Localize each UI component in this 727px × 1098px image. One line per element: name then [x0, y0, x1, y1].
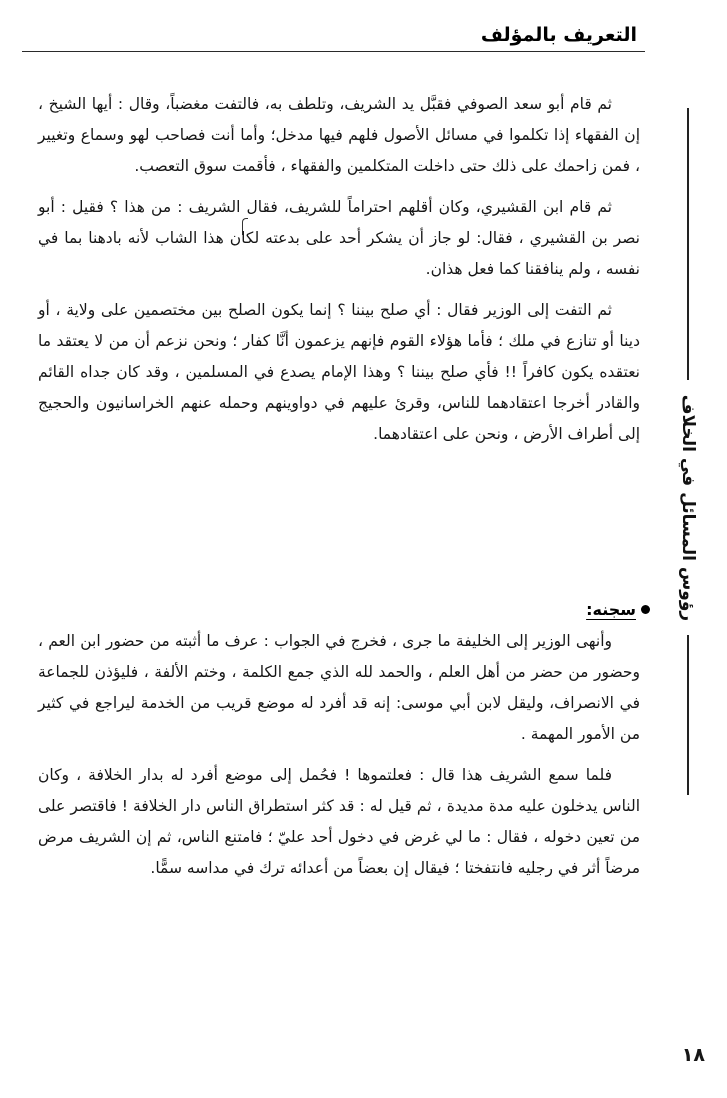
- side-book-title: رؤوس المسائل في الخلاف: [678, 394, 698, 622]
- paragraph: ثم التفت إلى الوزير فقال : أي صلح بيننا ؟ إنما يكون الصلح بين مختصمين على ولاية ، أو دينا أو تنازع في ملك ؛ فأما هؤلاء القوم فإنهم يزعمون أنَّا كفار ؛ ونحن نزعم أن من لا يعتقد ما نعتقده يكون كافراً !! فأي صلح بيننا ؟ وهذا الإمام يصدع في المسلمين ، وقد كان جداه القائم والقادر أخرجا اعتقادهما للناس، وقرئ عليهم في دواوينهم وحمله عنهم الخراسانيون والحجيج إلى أطراف الأرض ، ونحن على اعتقادهما.: [38, 301, 640, 443]
- header-title: التعريف بالمؤلف: [471, 24, 637, 46]
- page-number: ١٨: [681, 1044, 705, 1066]
- running-header: [22, 22, 645, 58]
- bullet-icon: [641, 605, 650, 614]
- body-text-section-1: [38, 89, 640, 460]
- paragraph: فلما سمع الشريف هذا قال : فعلتموها ! فحُمل إلى موضع أفرد له بدار الخلافة ، وكان الناس يدخلون عليه مدة مديدة ، ثم قيل له : قد كثر استطراق الناس دار الخلافة ! فاقتصر على من تعين دخوله ، فقال : ما لي غرض في دخول أحد عليّ ؛ فامتنع الناس، ثم إن الشريف مرض مرضاً أثر في رجليه فانتفختا ؛ فيقال إن بعضاً من أعدائه ترك في مداسه سمًّا.: [38, 766, 640, 877]
- paragraph: ثم قام أبو سعد الصوفي فقبَّل يد الشريف، وتلطف به، فالتفت مغضباً، وقال : أيها الشيخ ، إن الفقهاء إذا تكلموا في مسائل الأصول فلهم فيها مدخل؛ وأما أنت فصاحب لهو وسماع وتغيير ، فمن زاحمك على ذلك حتى داخلت المتكلمين والفقهاء ، فأقمت سوق التعصب.: [38, 95, 640, 175]
- section-heading-label: سجنه:: [586, 600, 636, 619]
- body-text-section-2: [38, 626, 640, 894]
- side-rule-top: [687, 108, 689, 380]
- side-rule-bottom: [687, 635, 689, 795]
- section-heading: [586, 600, 650, 619]
- paragraph: ثم قام ابن القشيري، وكان أقلهم احتراماً للشريف، فقال الشريف : من هذا ؟ فقيل : أبو نصر بن القشيري ، فقال: لو جاز أن يشكر أحد على بدعته لكان هذا الشاب لأنه بادهنا بما في نفسه ، ولم ينافقنا كما فعل هذان.: [38, 198, 640, 278]
- header-rule: [22, 51, 645, 52]
- paragraph: وأنهى الوزير إلى الخليفة ما جرى ، فخرج في الجواب : عرف ما أثبته من حضور ابن العم ، وحضور من حضر من أهل العلم ، والحمد لله الذي جمع الكلمة ، وختم الألفة ، فليؤذن للجماعة في الانصراف، وليقل لابن أبي موسى: إنه قد أفرد له موضع قريب من الخدمة ليراجع في كثير من الأمور المهمة .: [38, 632, 640, 743]
